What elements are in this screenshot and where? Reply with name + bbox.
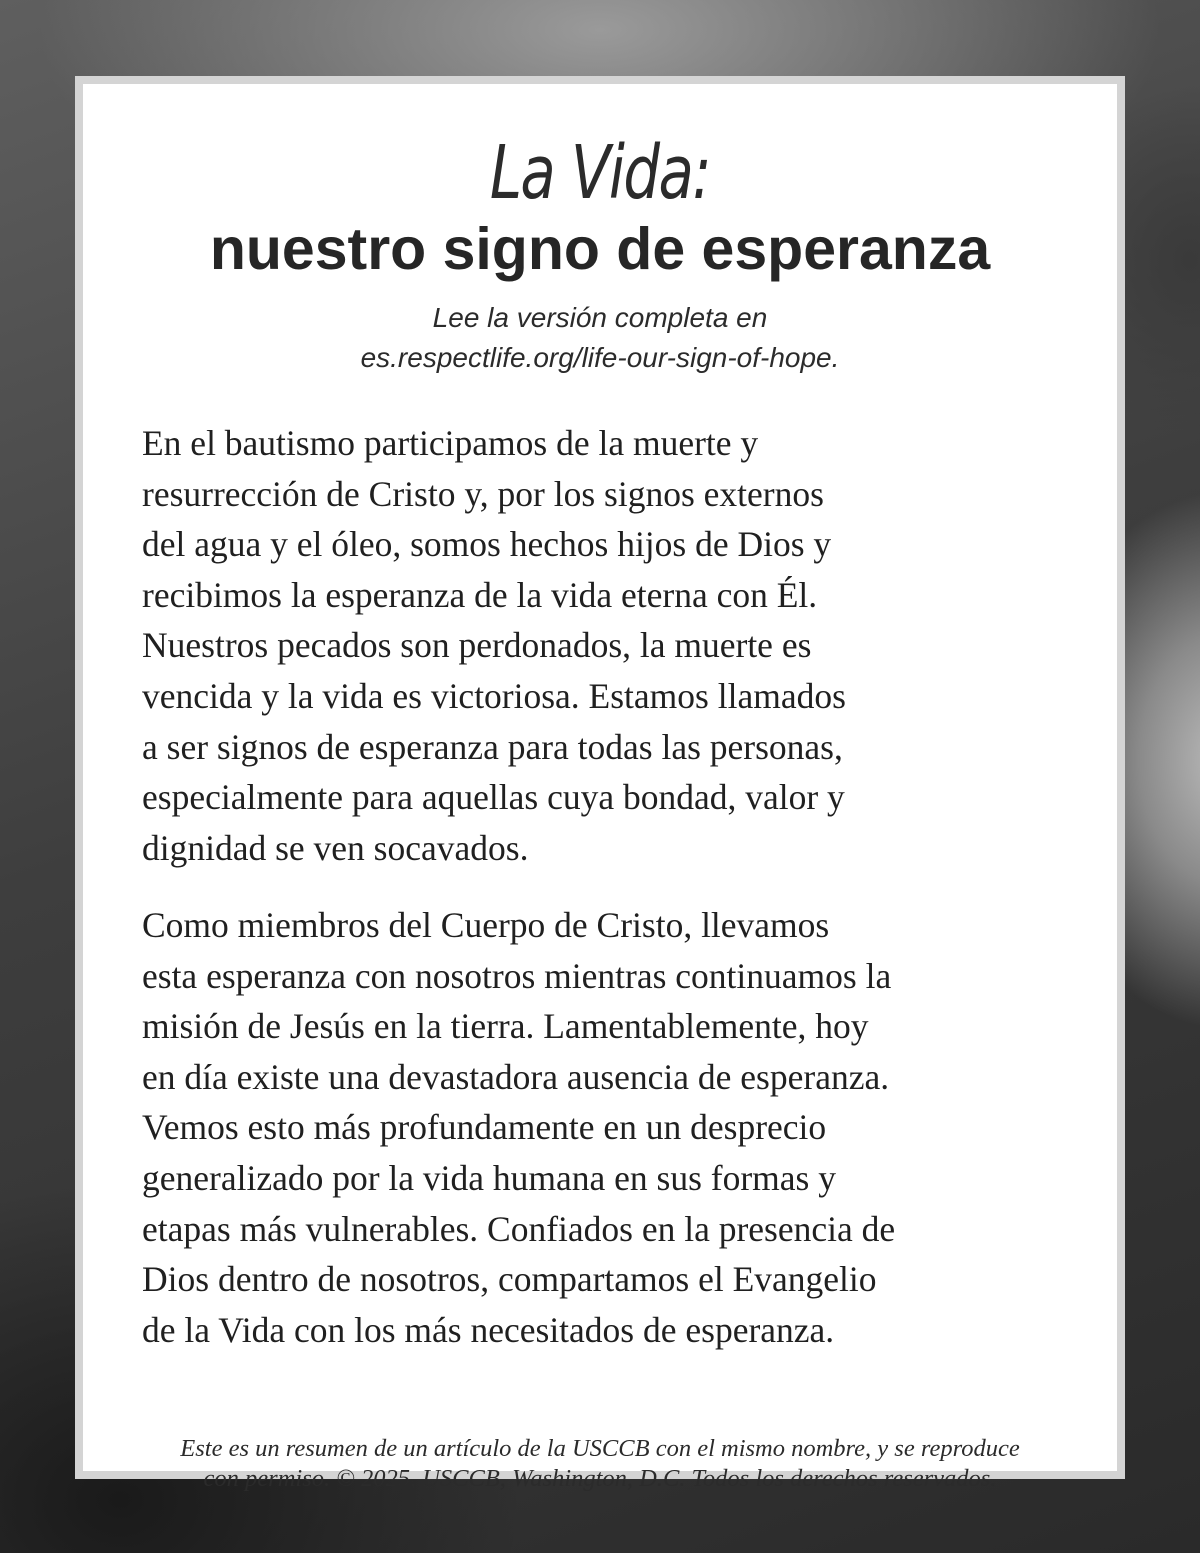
subtitle-link: es.respectlife.org/life-our-sign-of-hope. <box>360 342 840 373</box>
content-card <box>75 76 1125 1492</box>
page-title: nuestro signo de esperanza <box>209 216 991 282</box>
title-script: La Vida: <box>489 130 711 216</box>
subtitle-line: Lee la versión completa en <box>432 302 768 333</box>
body-paragraph-2: Como miembros del Cuerpo de Cristo, llevamos esta esperanza con nosotros mientras continuamos la misión de Jesús en la tierra. Lamentablemente, hoy en día existe una devastadora ausencia de esperanza. Vemos esto más profundamente en un desprecio generalizado por la vida humana en sus formas y etapas más vulnerables. Confiados en la presencia de Dios dentro de nosotros, compartamos el Evangelio de la Vida con los más necesitados de esperanza. <box>142 905 896 1350</box>
body-paragraph-1: En el bautismo participamos de la muerte y resurrección de Cristo y, por los signos externos del agua y el óleo, somos hechos hijos de Dios y recibimos la esperanza de la vida eterna con Él. Nuestros pecados son perdonados, la muerte es vencida y la vida es victoriosa. Estamos llamados a ser signos de esperanza para todas las personas, especialmente para aquellas cuya bondad, valor y dignidad se ven socavados. <box>142 423 846 868</box>
subtitle <box>83 298 1117 378</box>
copyright-footer: Este es un resumen de un artículo de la USCCB con el mismo nombre, y se reproduce con permiso. © 2025, USCCB, Washington, D.C. Todos los derechos reservados. <box>180 1435 1020 1492</box>
